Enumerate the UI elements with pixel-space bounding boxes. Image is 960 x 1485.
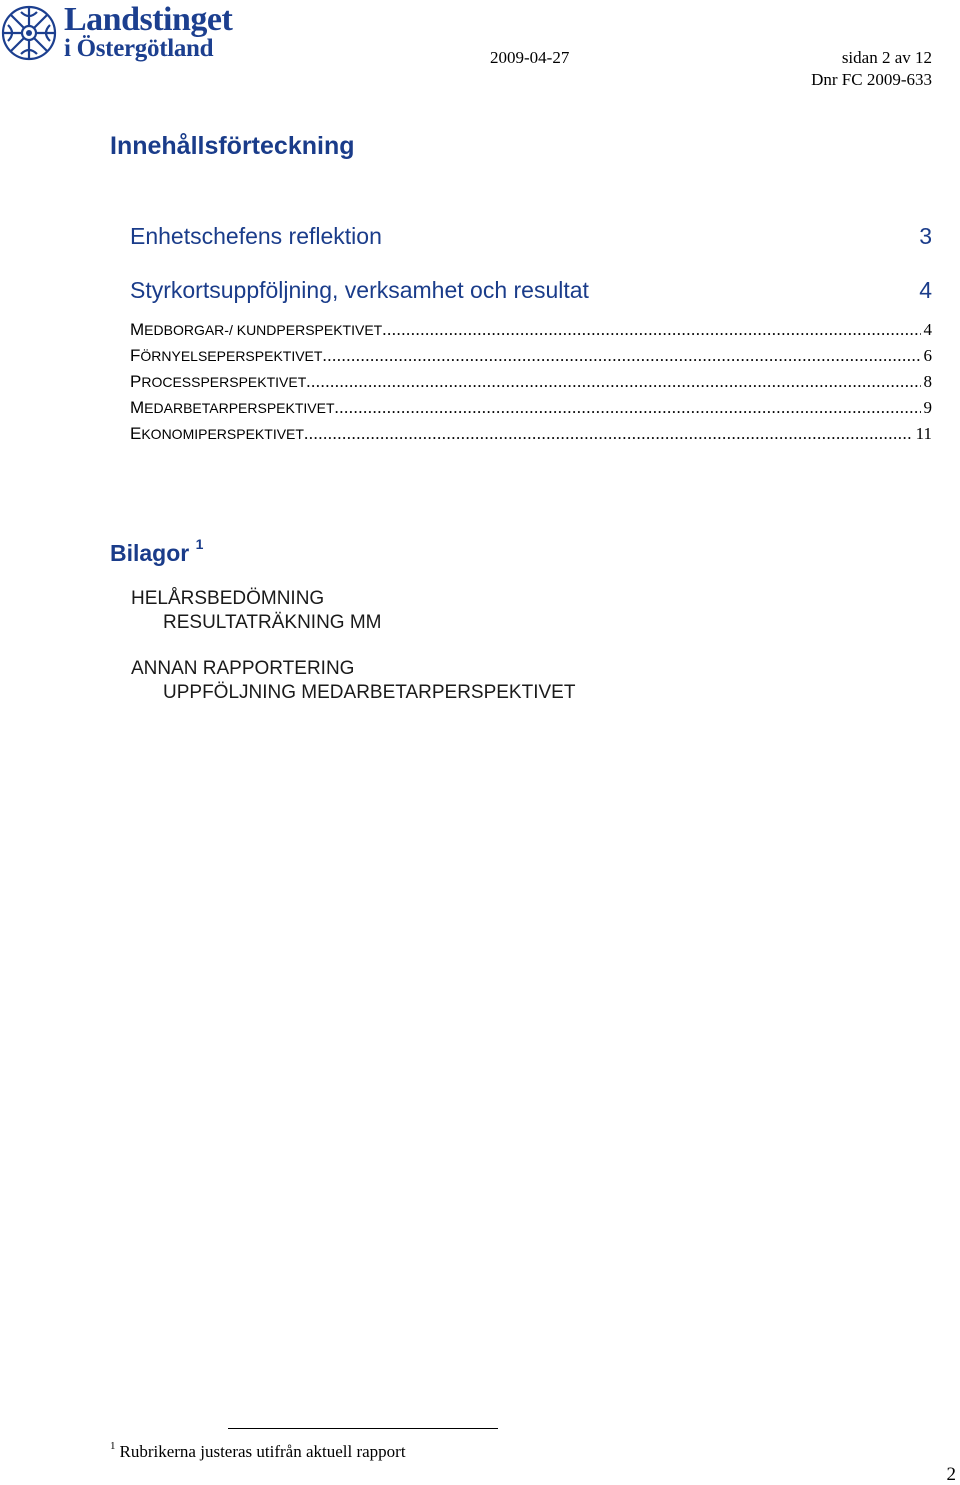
toc-subentry-initial: P [130, 372, 142, 391]
registration-number: Dnr FC 2009-633 [811, 70, 932, 89]
toc-subentry-page: 4 [923, 320, 932, 339]
toc-leader-dots [335, 398, 921, 418]
toc-subentry-label [130, 320, 382, 340]
toc-subentry[interactable] [130, 372, 932, 392]
toc-leader-dots [382, 320, 920, 340]
toc-subentry-initial: M [130, 398, 145, 417]
page-indicator: sidan 2 av 12 [841, 48, 932, 67]
toc-subentry-page: 11 [915, 424, 932, 443]
toc-subentry-label [130, 424, 304, 444]
toc-entry-page: 4 [919, 277, 932, 303]
logo-subtitle: i Östergötland [64, 35, 214, 62]
toc-leader-dots [306, 372, 920, 392]
toc-entry[interactable] [130, 277, 932, 304]
appendix-item: HELÅRSBEDÖMNING [131, 588, 325, 609]
logo [0, 0, 245, 70]
logo-title: Landstinget [64, 1, 233, 38]
appendix-title: Bilagor [110, 540, 190, 566]
toc-subentry-label [130, 372, 306, 392]
document-date: 2009-04-27 [490, 48, 570, 67]
appendix-item: UPPFÖLJNING MEDARBETARPERSPEKTIVET [163, 682, 576, 703]
toc-subentry[interactable] [130, 346, 932, 366]
toc-subentry-rest: ROCESSPERSPEKTIVET [141, 374, 307, 390]
toc-subentry-rest: KONOMIPERSPEKTIVET [141, 426, 304, 442]
toc-title: Innehållsförteckning [110, 132, 355, 160]
toc-subentry-label [130, 398, 335, 418]
toc-subentry-rest: EDARBETARPERSPEKTIVET [144, 400, 335, 416]
snowflake-flower-icon [0, 4, 58, 62]
toc-entry-label: Enhetschefens reflektion [130, 223, 382, 249]
footnote-reference[interactable]: 1 [195, 536, 204, 552]
toc-subentry-initial: E [130, 424, 142, 443]
toc-leader-dots [322, 346, 920, 366]
page-number: 2 [946, 1464, 956, 1485]
toc-subentry-rest: ÖRNYELSEPERSPEKTIVET [140, 348, 323, 364]
toc-entry-label: Styrkortsuppföljning, verksamhet och resultat [130, 277, 589, 303]
toc-entry[interactable] [130, 223, 932, 250]
toc-subentry-page: 8 [923, 372, 932, 391]
toc-subentry-rest: EDBORGAR-/ KUNDPERSPEKTIVET [144, 322, 383, 338]
toc-subentry[interactable] [130, 320, 932, 340]
toc-subentry-initial: M [130, 320, 145, 339]
footnote-marker: 1 [110, 1440, 116, 1452]
toc-subentry-page: 9 [923, 398, 932, 417]
footnote [110, 1440, 406, 1462]
toc-subentry-initial: F [130, 346, 141, 365]
footnote-text: Rubrikerna justeras utifrån aktuell rapport [119, 1442, 406, 1461]
toc-leader-dots [304, 424, 913, 444]
toc-subentry[interactable] [130, 398, 932, 418]
toc-subentry-page: 6 [923, 346, 932, 365]
toc-subentry[interactable] [130, 424, 932, 444]
footnote-separator [228, 1428, 498, 1429]
appendix-item: ANNAN RAPPORTERING [131, 658, 355, 679]
toc-subentry-label [130, 346, 322, 366]
appendix-item: RESULTATRÄKNING MM [163, 612, 382, 633]
appendix-heading [110, 536, 203, 567]
toc-entry-page: 3 [919, 223, 932, 249]
